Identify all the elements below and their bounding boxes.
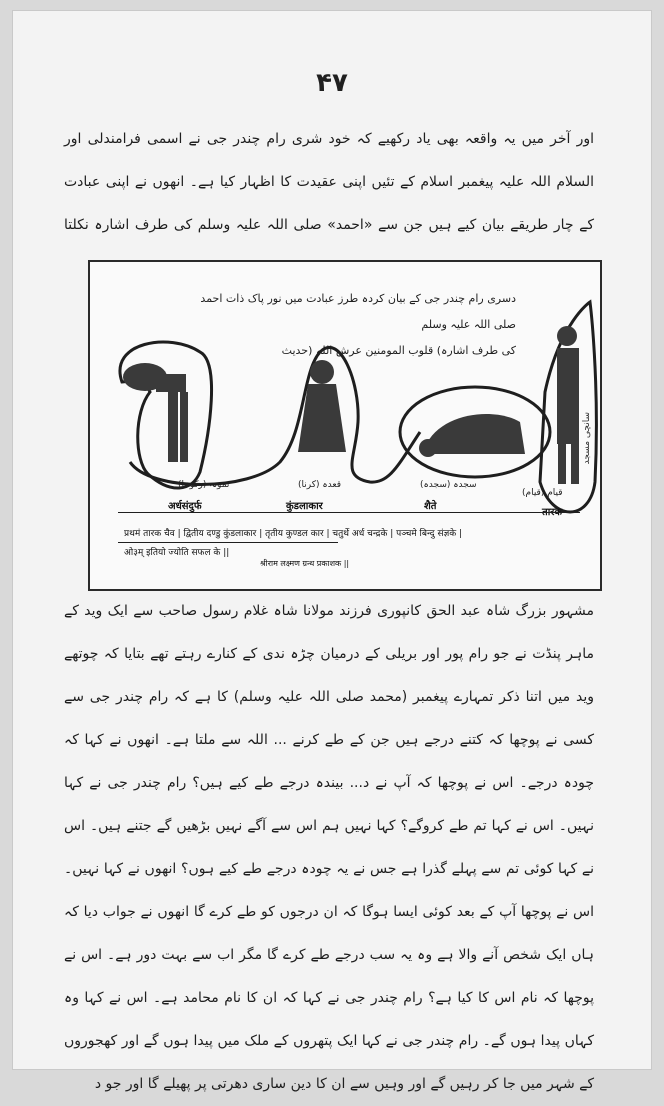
posture-label-bowing-urdu: نمونہ (رکوعا)	[178, 480, 230, 490]
posture-label-prostrating-hindi: शैते	[424, 501, 437, 512]
figure-caption	[186, 286, 516, 364]
top-paragraph: اور آخر میں یہ واقعہ بھی یاد رکھیے کہ خود شری رام چندر جی نے اسمی فرامندلی اور السلام اللہ علیہ پیغمبر اسلام کے تئیں اپنی عقیدت کا اظہار کیا ہے۔ انھوں نے اپنی عبادت کے چار طریقے بیان کیے ہیں جن سے «احمد» صلی اللہ علیہ وسلم کی طرف اشارہ نکلتا	[64, 131, 594, 233]
hindi-verse-line3: श्रीराम लक्ष्मण ग्रन्थ प्रकाशक ||	[260, 559, 350, 568]
posture-label-standing-urdu: قیام (قیام)	[522, 488, 563, 498]
standing-figure	[557, 326, 579, 484]
bottom-paragraph: مشہور بزرگ شاہ عبد الحق کانپوری فرزند مولانا شاہ غلام رسول صاحب سے ایک وید کے ماہر پنڈت نے جو رام پور اور بریلی کے درمیان چڑہ ندی کے کنارے رہتے تھے بتایا کہ چوتھے وید میں اتنا ذکر تمہارے پیغمبر (محمد صلی اللہ علیہ وسلم) کا ہے کہ رام چندر جی سے کسی نے پوچھا کہ کتنے درجے ہیں جن کے طے کرنے ... اللہ سے ملتا ہے۔ انھوں نے کہا کہ چودہ درجے۔ اس نے پوچھا کہ آپ نے د... بیندہ درجے طے کیے ہیں؟ رام چندر جی نے کہا نہیں۔ اس نے کہا تم طے کروگے؟ کہا نہیں ہم اس سے آگے نہیں بڑھیں گے جتنے ہیں۔ اس نے کہا کوئی تم سے پہلے گذرا ہے جس نے یہ چودہ درجے طے کیے ہوں؟ انھوں نے کہا نہیں۔ اس نے پوچھا آپ کے بعد کوئی ایسا ہوگا کہ ان درجوں کو طے کرے گا انھوں نے جواب دیا کہ ہاں ایک شخص آنے والا ہے وہ یہ سب درجے طے کرے گا مگر اب سے بہت دور ہے۔ اس نے پوچھا کہ نام اس کا کیا ہے؟ رام چندر جی نے کہا کہ ان کا نام محامد ہے۔ اس نے کہا وہ کہاں پیدا ہوں گے۔ رام چندر جی نے کہا ایک پتھروں کے ملک میں پیدا ہوں گے اور کھجوروں کے شہر میں جا کر رہیں گے اور وہیں سے ان کا دین ساری دھرتی پر پھیلے گا اور جو د	[64, 603, 594, 1092]
hindi-verse-line2: ओ३म् इतियो ज्योति सफल के ||	[124, 548, 230, 558]
posture-label-standing-hindi: तारक	[542, 507, 563, 518]
worship-figure	[88, 260, 602, 591]
figure-rule	[118, 512, 580, 513]
prostrating-figure	[419, 414, 525, 457]
figure-side-note: سانچی مسجد	[582, 412, 592, 465]
figure-rule-2	[118, 542, 338, 543]
posture-label-bowing-hindi: अर्धसंदुर्फ	[168, 501, 202, 512]
figure-caption-line2: کی طرف اشارہ) قلوب المومنین عرش اللہ (حدیث	[281, 344, 516, 357]
figure-caption-line1: دسری رام چندر جی کے بیان کردہ طرز عبادت میں نور پاک ذات احمد صلی اللہ علیہ وسلم	[200, 292, 516, 331]
page-number: ۴۷	[316, 68, 348, 98]
posture-label-seated-hindi: कुंडलाकार	[286, 501, 323, 512]
posture-label-seated-urdu: قعدہ (کرنا)	[298, 480, 342, 490]
seated-figure	[298, 360, 346, 452]
hindi-verse-line1: प्रथमं तारक चैव | द्वितीय दण्डु कुंडलाकार | तृतीय कुण्डल कार | चतुर्थे अर्ध चन्द्रके | पञ्चमे बिन्दु संज्ञके |	[124, 529, 463, 539]
bowing-figure	[123, 363, 188, 462]
posture-label-prostrating-urdu: سجدہ (سجدہ)	[420, 480, 477, 490]
